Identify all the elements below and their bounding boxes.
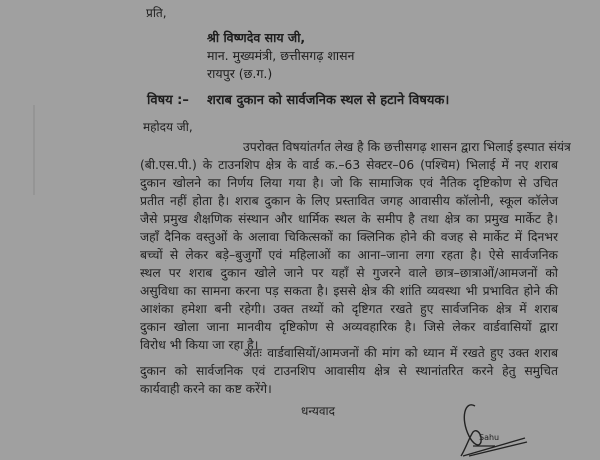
scan-margin-mark — [33, 105, 35, 195]
paragraph-line: स्थल पर शराब दुकान खोले जाने पर यहाँ से गुजरने वाले छात्र–छात्राओं/आमजनों को — [140, 266, 558, 280]
paragraph-line: अतः वार्डवासियों/आमजनों की मांग को ध्यान में रखते हुए उक्त शराब — [243, 346, 558, 360]
paragraph-line: जैसे प्रमुख शैक्षणिक संस्थान और धार्मिक स्थल के समीप है तथा क्षेत्र का प्रमुख मार्केट है। — [140, 212, 558, 226]
subject-label: विषय :– — [147, 93, 189, 108]
svg-text:Sahu: Sahu — [479, 433, 500, 442]
paragraph-line: दुकान को सार्वजनिक एवं टाउनशिप आवासीय क्षेत्र से स्थानांतरित करने हेतु समुचित — [140, 364, 558, 378]
paragraph-line: दुकान खोलने का निर्णय लिया गया है। जो कि सामाजिक एवं नैतिक दृष्टिकोण से उचित — [140, 176, 558, 190]
body-paragraph-2 — [140, 344, 558, 398]
closing-thanks: धन्यवाद — [301, 404, 336, 418]
salutation: महोदय जी, — [143, 120, 193, 134]
paragraph-line: जहाँ दैनिक वस्तुओं के अलावा चिकित्सकों का क्लिनिक होने की वजह से मार्केट में दिनभर — [140, 230, 558, 244]
paragraph-line: विरोध भी किया जा रहा है। — [140, 338, 259, 352]
to-label: प्रति, — [146, 6, 167, 20]
recipient-name: श्री विष्णदेव साय जी, — [207, 30, 306, 45]
paragraph-line: आशंका हमेशा बनी रहेगी। उक्त तथ्यों को दृष्टिगत रखते हुए सार्वजनिक क्षेत्र में शराब — [140, 302, 558, 316]
recipient-location: रायपुर (छ.ग.) — [207, 66, 273, 81]
paragraph-line: उपरोक्त विषयांतर्गत लेख है कि छत्तीसगढ़ शासन द्वारा भिलाई इस्पात संयंत्र — [243, 140, 571, 154]
paragraph-line: असुविधा का सामना करना पड़ सकता है। इससे क्षेत्र की शांति व्यवस्था भी प्रभावित होने की — [140, 284, 558, 298]
paragraph-line: दुकान खोला जाना मानवीय दृष्टिकोण से अव्यवहारिक है। जिसे लेकर वार्डवासियों द्वारा — [140, 320, 558, 334]
body-paragraph-1 — [140, 138, 571, 354]
subject-text: शराब दुकान को सार्वजनिक स्थल से हटाने विषयक। — [207, 93, 450, 108]
paragraph-line: (बी.एस.पी.) के टाउनशिप क्षेत्र के वार्ड क.–63 सेक्टर–06 (पश्चिम) भिलाई में नए शराब — [140, 158, 558, 172]
paragraph-line: प्रतीत नहीं होता है। शराब दुकान के लिए प्रस्तावित जगह आवासीय कॉलोनी, स्कूल कॉलेज — [140, 194, 558, 208]
signature-icon — [455, 398, 575, 458]
paragraph-line: बच्चों से लेकर बड़े–बुजुर्गों एवं महिलाओं का आना–जाना लगा रहता है। ऐसे सार्वजनिक — [140, 248, 558, 262]
paragraph-line: कार्यवाही करने का कष्ट करेंगे। — [140, 382, 272, 396]
recipient-designation: मान. मुख्यमंत्री, छत्तीसगढ़ शासन — [207, 48, 355, 63]
